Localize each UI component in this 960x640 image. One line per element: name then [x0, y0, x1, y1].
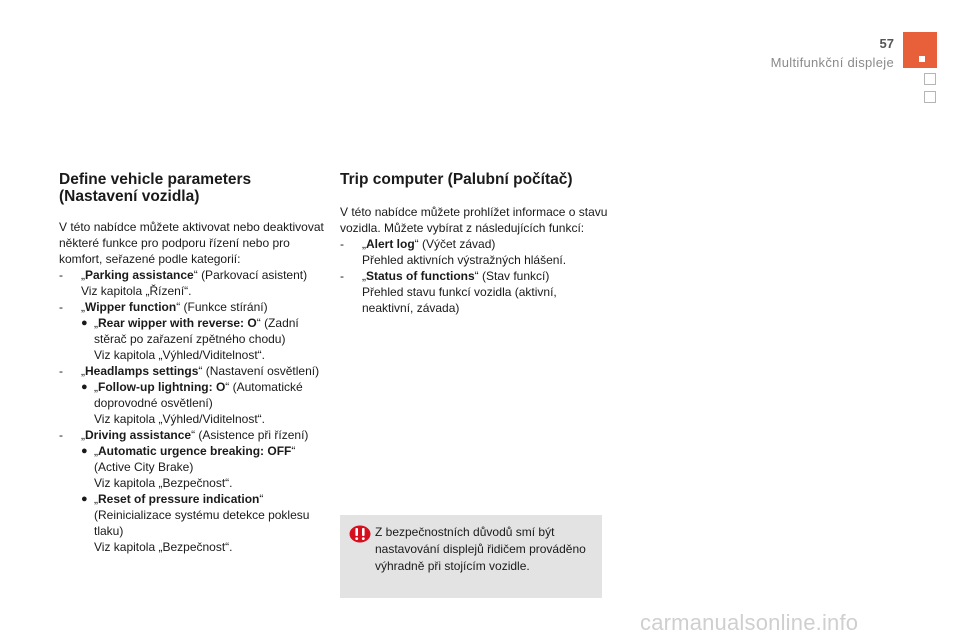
item-description: “ (Automatické doprovodné osvětlení): [94, 380, 303, 410]
quote-open: „: [81, 428, 85, 442]
left-column: [59, 171, 329, 555]
chapter-tab: [903, 32, 937, 68]
quote-open: „: [94, 380, 98, 394]
item-term: Follow-up lightning: O: [98, 380, 226, 394]
item-term: Status of functions: [366, 269, 475, 283]
quote-open: „: [94, 316, 98, 330]
item-term: Reset of pressure indication: [98, 492, 260, 506]
item-detail: Přehled stavu funkcí vozidla (aktivní, neaktivní, závada): [362, 285, 557, 315]
dash-marker: -: [59, 428, 63, 442]
item-description: “ (Nastavení osvětlení): [198, 364, 320, 378]
section-title: Multifunkční displeje: [770, 55, 894, 70]
item-description: “ (Parkovací asistent): [193, 268, 308, 282]
item-description: “ (Stav funkcí): [474, 269, 550, 283]
quote-open: „: [362, 269, 366, 283]
item-term: Rear wipper with reverse: O: [98, 316, 257, 330]
quote-open: „: [362, 237, 366, 251]
section-heading: [59, 171, 329, 205]
bullet-marker: ●: [81, 381, 88, 393]
section-heading: Trip computer (Palubní počítač): [340, 171, 573, 188]
quote-open: „: [81, 300, 85, 314]
sub-list-item: [59, 491, 329, 555]
item-term: Automatic urgence breaking: OFF: [98, 444, 292, 458]
warning-exclamation-icon: [349, 525, 371, 548]
bullet-marker: ●: [81, 445, 88, 457]
item-reference: Viz kapitola „Výhled/Viditelnost“.: [94, 412, 265, 426]
list-item: [59, 363, 329, 379]
item-description: “ (Asistence při řízení): [191, 428, 309, 442]
item-description: “ (Active City Brake): [94, 444, 296, 474]
intro-paragraph: V této nabídce můžete aktivovat nebo deaktivovat některé funkce pro podporu řízení nebo pro komfort, seřazené podle kategorií:: [59, 220, 324, 266]
item-term: Parking assistance: [85, 268, 194, 282]
list-item: [59, 267, 329, 299]
item-detail: Přehled aktivních výstražných hlášení.: [362, 253, 567, 267]
dash-marker: -: [59, 364, 63, 378]
quote-open: „: [94, 492, 98, 506]
quote-open: „: [81, 364, 85, 378]
dash-marker: -: [340, 269, 344, 283]
heading-line: Define vehicle parameters: [59, 171, 252, 188]
dash-marker: -: [340, 237, 344, 251]
quote-open: „: [81, 268, 85, 282]
safety-note-text: Z bezpečnostních důvodů smí být nastavování displejů řidičem prováděno výhradně při stojícím vozidle.: [375, 525, 586, 573]
sub-list-item: [59, 379, 329, 427]
chapter-box-outline: [924, 73, 936, 85]
site-watermark[interactable]: carmanualsonline.info: [640, 610, 859, 635]
page-number: 57: [879, 36, 894, 51]
item-description: “ (Výčet závad): [414, 237, 496, 251]
chapter-tab-marker: [919, 56, 925, 62]
sub-list-item: [59, 315, 329, 363]
right-column: [340, 171, 608, 316]
item-description: “ (Funkce stírání): [176, 300, 268, 314]
item-reference: Viz kapitola „Řízení“.: [81, 284, 192, 298]
bullet-marker: ●: [81, 493, 88, 505]
bullet-marker: ●: [81, 317, 88, 329]
dash-marker: -: [59, 268, 63, 282]
list-item: [340, 236, 608, 268]
chapter-box-outline: [924, 91, 936, 103]
item-term: Alert log: [366, 237, 415, 251]
item-reference: Viz kapitola „Bezpečnost“.: [94, 476, 233, 490]
item-term: Headlamps settings: [85, 364, 199, 378]
quote-open: „: [94, 444, 98, 458]
heading-line: (Nastavení vozidla): [59, 188, 200, 205]
item-term: Wipper function: [85, 300, 177, 314]
list-item: [340, 268, 608, 316]
item-description: “ (Zadní stěrač po zařazení zpětného chodu): [94, 316, 299, 346]
intro-paragraph: V této nabídce můžete prohlížet informace o stavu vozidla. Můžete vybírat z následujících funkcí:: [340, 205, 608, 235]
item-description: “ (Reinicializace systému detekce poklesu tlaku): [94, 492, 310, 538]
item-reference: Viz kapitola „Bezpečnost“.: [94, 540, 233, 554]
list-item: [59, 427, 329, 443]
dash-marker: -: [59, 300, 63, 314]
item-term: Driving assistance: [85, 428, 192, 442]
list-item: [59, 299, 329, 315]
item-reference: Viz kapitola „Výhled/Viditelnost“.: [94, 348, 265, 362]
safety-note-box: [340, 515, 602, 598]
sub-list-item: [59, 443, 329, 491]
